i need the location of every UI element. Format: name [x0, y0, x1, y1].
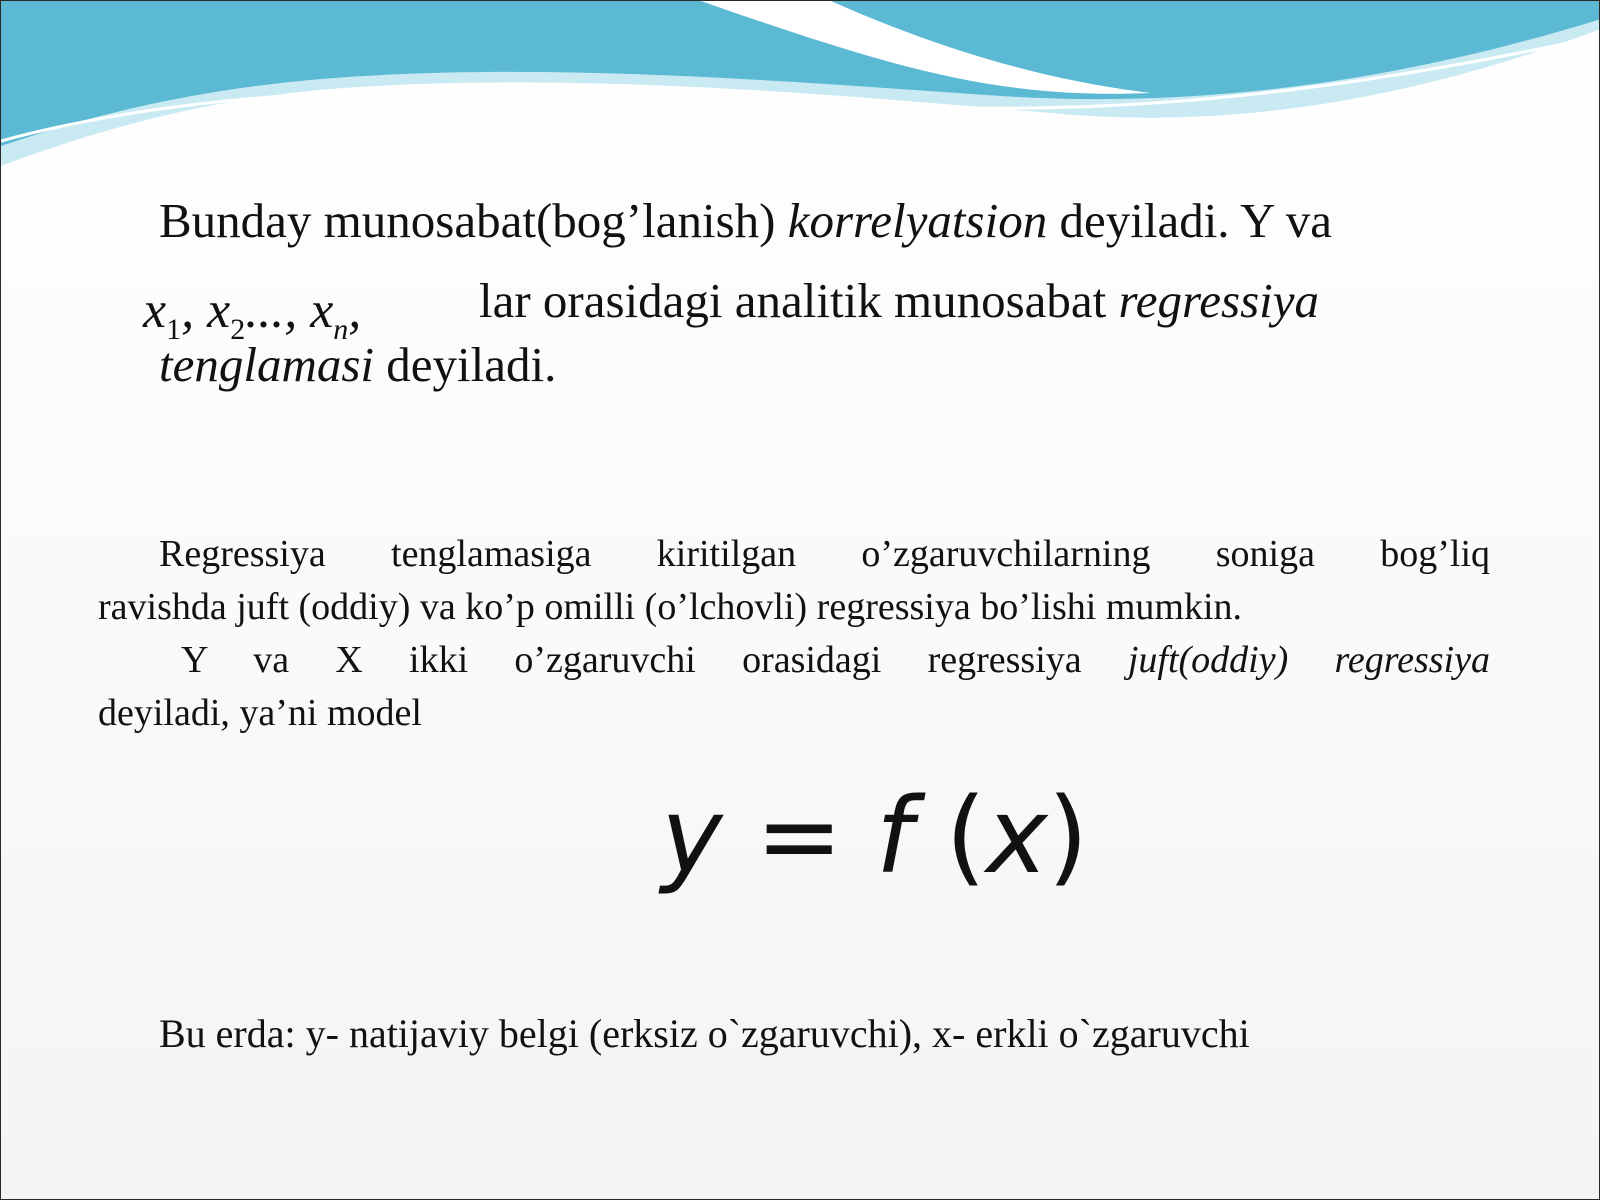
- term-juft-regressiya: juft(oddiy) regressiya: [1127, 639, 1490, 681]
- variable-definition-note: Bu erda: y- natijaviy belgi (erksiz o`zgaruvchi), x- erkli o`zgaruvchi: [159, 1011, 1250, 1056]
- para3-line1: Y va X ikki o’zgaruvchi orasidagi regressiya juft(oddiy) regressiya: [181, 639, 1490, 681]
- para2-line2: ravishda juft (oddiy) va ko’p omilli (o’lchovli) regressiya bo’lishi mumkin.: [98, 586, 1243, 628]
- para1-line1: Bunday munosabat(bog’lanish) korrelyatsion deyiladi. Y va: [159, 193, 1333, 248]
- regression-equation: y = f (x): [661, 775, 1089, 897]
- header-wave-decoration: [1, 1, 1600, 191]
- para1-line2: lar orasidagi analitik munosabat regressiya: [479, 273, 1320, 328]
- variable-sequence-formula: $x_1$, $x_2$..., $x_n$,: [143, 282, 362, 346]
- term-regressiya: regressiya: [1118, 273, 1320, 328]
- para1-line3: tenglamasi deyiladi.: [159, 337, 557, 392]
- para2-line1: Regressiya tenglamasiga kiritilgan o’zgaruvchilarning soniga bog’liq: [159, 533, 1490, 575]
- term-korrelyatsion: korrelyatsion: [787, 193, 1048, 248]
- term-tenglamasi: tenglamasi: [159, 337, 375, 392]
- para3-line2: deyiladi, ya’ni model: [98, 692, 422, 734]
